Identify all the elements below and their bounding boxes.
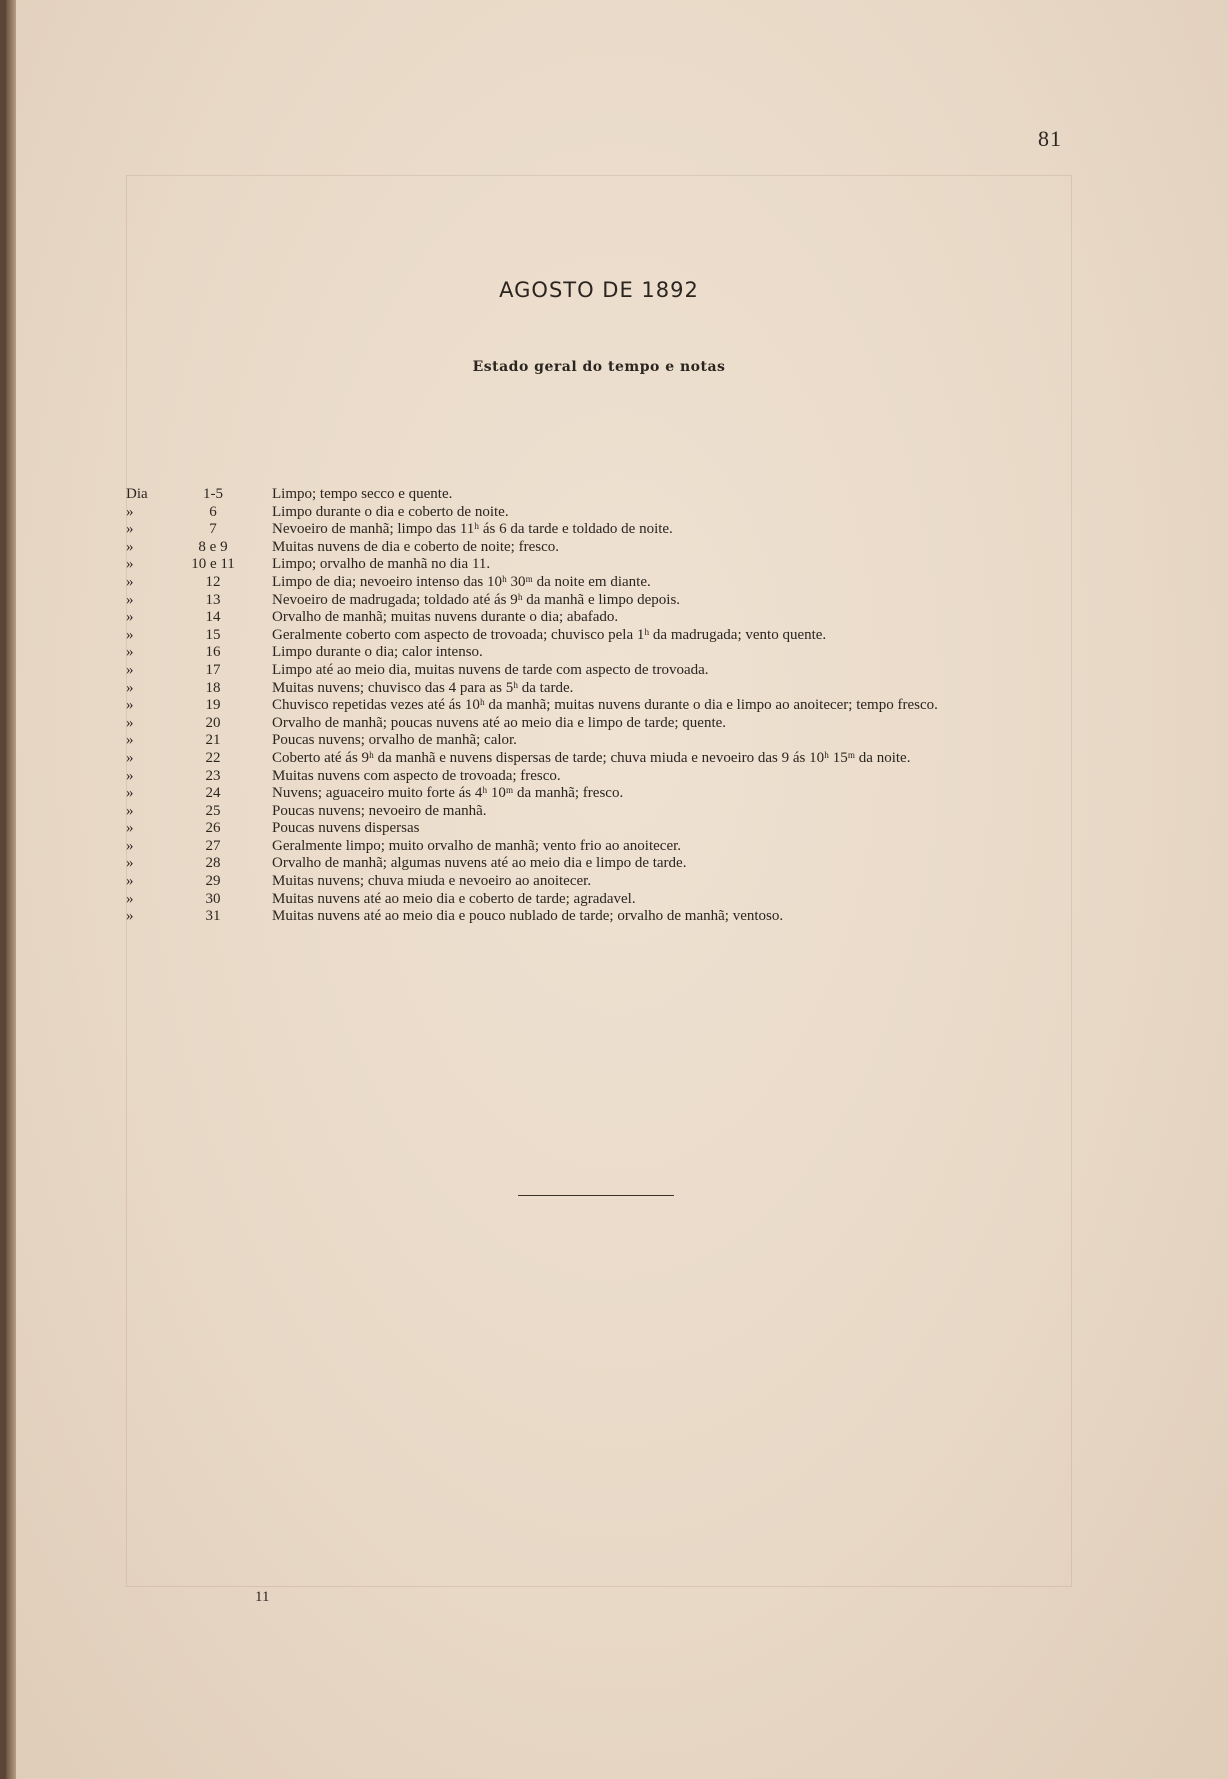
day-prefix: » [126, 556, 134, 573]
weather-note: Muitas nuvens; chuvisco das 4 para as 5ʰ da tarde. [272, 679, 574, 696]
day-number: 27 [205, 837, 221, 854]
weather-note: Nuvens; aguaceiro muito forte ás 4ʰ 10ᵐ da manhã; fresco. [272, 785, 624, 802]
day-prefix: » [126, 609, 134, 626]
day-prefix: » [126, 591, 134, 608]
list-item [126, 504, 1086, 522]
weather-note: Orvalho de manhã; poucas nuvens até ao meio dia e limpo de tarde; quente. [272, 714, 727, 731]
day-number: 8 e 9 [198, 538, 228, 555]
list-item [126, 680, 1086, 698]
list-item [126, 609, 1086, 627]
weather-note: Muitas nuvens até ao meio dia e pouco nublado de tarde; orvalho de manhã; ventoso. [272, 908, 784, 925]
day-number: 19 [205, 697, 221, 714]
day-prefix: » [126, 644, 134, 661]
day-number: 24 [205, 785, 221, 802]
weather-note: Limpo durante o dia; calor intenso. [272, 644, 483, 661]
day-prefix: » [126, 697, 134, 714]
list-item [126, 803, 1086, 821]
list-item [126, 592, 1086, 610]
list-item [126, 539, 1086, 557]
weather-note: Poucas nuvens; orvalho de manhã; calor. [272, 732, 517, 749]
day-number: 16 [205, 644, 221, 661]
day-number: 6 [209, 503, 217, 520]
weather-note: Limpo durante o dia e coberto de noite. [272, 503, 509, 520]
weather-note: Coberto até ás 9ʰ da manhã e nuvens dispersas de tarde; chuva miuda e nevoeiro das 9 ás 10ʰ 15ᵐ da noite. [272, 749, 911, 766]
day-number: 15 [205, 626, 221, 643]
list-item [126, 891, 1086, 909]
day-number: 10 e 11 [191, 556, 235, 573]
day-prefix: » [126, 714, 134, 731]
day-prefix: » [126, 855, 134, 872]
list-item [126, 838, 1086, 856]
day-prefix: » [126, 767, 134, 784]
day-prefix: » [126, 873, 134, 890]
list-item [126, 873, 1086, 891]
list-item [126, 644, 1086, 662]
day-number: 14 [205, 609, 221, 626]
section-divider [518, 1195, 674, 1196]
list-item [126, 521, 1086, 539]
day-prefix: » [126, 802, 134, 819]
weather-note: Poucas nuvens dispersas [272, 820, 420, 837]
list-item [126, 785, 1086, 803]
weather-notes-list [126, 486, 1086, 926]
weather-note: Muitas nuvens; chuva miuda e nevoeiro ao anoitecer. [272, 873, 592, 890]
weather-note: Poucas nuvens; nevoeiro de manhã. [272, 802, 487, 819]
day-prefix: » [126, 890, 134, 907]
list-item [126, 662, 1086, 680]
day-number: 23 [205, 767, 221, 784]
weather-note: Limpo; orvalho de manhã no dia 11. [272, 556, 491, 573]
day-prefix: Dia [126, 486, 148, 502]
day-prefix: » [126, 679, 134, 696]
list-item [126, 908, 1086, 926]
list-item [126, 820, 1086, 838]
day-prefix: » [126, 661, 134, 678]
day-prefix: » [126, 626, 134, 643]
day-prefix: » [126, 837, 134, 854]
day-prefix: » [126, 785, 134, 802]
weather-note: Limpo; tempo secco e quente. [272, 486, 453, 502]
day-number: 17 [205, 661, 221, 678]
list-item [126, 715, 1086, 733]
day-number: 26 [205, 820, 221, 837]
weather-note: Nevoeiro de manhã; limpo das 11ʰ ás 6 da tarde e toldado de noite. [272, 521, 673, 538]
page-subtitle: Estado geral do tempo e notas [472, 359, 726, 375]
day-number: 31 [205, 908, 221, 925]
day-number: 30 [205, 890, 221, 907]
day-prefix: » [126, 573, 134, 590]
list-item [126, 574, 1086, 592]
weather-note: Orvalho de manhã; muitas nuvens durante o dia; abafado. [272, 609, 619, 626]
day-prefix: » [126, 749, 134, 766]
day-prefix: » [126, 503, 134, 520]
day-number: 13 [205, 591, 221, 608]
page-number: 81 [1038, 126, 1062, 151]
weather-note: Muitas nuvens com aspecto de trovoada; fresco. [272, 767, 561, 784]
day-number: 21 [205, 732, 221, 749]
weather-note: Chuvisco repetidas vezes até ás 10ʰ da manhã; muitas nuvens durante o dia e limpo ao anoitecer; tempo fresco. [272, 697, 938, 714]
list-item [126, 750, 1086, 768]
day-prefix: » [126, 521, 134, 538]
day-number: 22 [205, 749, 221, 766]
list-item [126, 732, 1086, 750]
day-prefix: » [126, 908, 134, 925]
day-prefix: » [126, 732, 134, 749]
day-number: 29 [205, 873, 221, 890]
day-number: 1-5 [203, 486, 223, 502]
weather-note: Nevoeiro de madrugada; toldado até ás 9ʰ da manhã e limpo depois. [272, 591, 681, 608]
weather-note: Limpo de dia; nevoeiro intenso das 10ʰ 30ᵐ da noite em diante. [272, 573, 651, 590]
document-page [6, 0, 1228, 1779]
book-spine-edge [6, 0, 16, 1779]
list-item [126, 627, 1086, 645]
list-item [126, 486, 1086, 504]
day-number: 25 [205, 802, 221, 819]
list-item [126, 697, 1086, 715]
weather-note: Geralmente limpo; muito orvalho de manhã; vento frio ao anoitecer. [272, 837, 682, 854]
day-number: 28 [205, 855, 221, 872]
day-number: 20 [205, 714, 221, 731]
day-number: 18 [205, 679, 221, 696]
list-item [126, 855, 1086, 873]
list-item [126, 768, 1086, 786]
day-prefix: » [126, 820, 134, 837]
weather-note: Muitas nuvens de dia e coberto de noite; fresco. [272, 538, 559, 555]
list-item [126, 556, 1086, 574]
day-prefix: » [126, 538, 134, 555]
page-title: AGOSTO DE 1892 [499, 278, 699, 302]
day-number: 7 [209, 521, 217, 538]
day-number: 12 [205, 573, 221, 590]
weather-note: Muitas nuvens até ao meio dia e coberto de tarde; agradavel. [272, 890, 636, 907]
weather-note: Orvalho de manhã; algumas nuvens até ao meio dia e limpo de tarde. [272, 855, 687, 872]
weather-note: Geralmente coberto com aspecto de trovoada; chuvisco pela 1ʰ da madrugada; vento quente. [272, 626, 827, 643]
signature-mark: 11 [255, 1589, 270, 1605]
weather-note: Limpo até ao meio dia, muitas nuvens de tarde com aspecto de trovoada. [272, 661, 709, 678]
